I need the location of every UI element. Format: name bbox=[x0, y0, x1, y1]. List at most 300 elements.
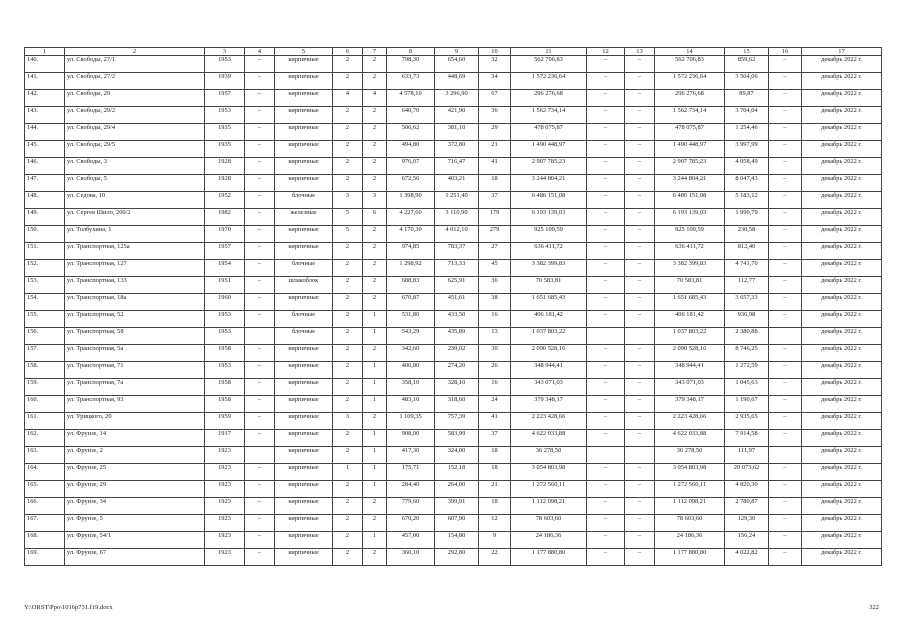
table-cell: – bbox=[245, 277, 275, 294]
table-cell: 1 562 734,14 bbox=[511, 107, 587, 124]
table-cell: – bbox=[625, 464, 655, 481]
table-cell: 147. bbox=[25, 175, 65, 192]
table-cell: 859,62 bbox=[725, 56, 769, 73]
table-cell: – bbox=[769, 294, 802, 311]
table-cell: 30 bbox=[479, 345, 511, 362]
table-cell: 152,18 bbox=[435, 464, 479, 481]
table-cell: 4 622 033,88 bbox=[511, 430, 587, 447]
table-cell: 26 bbox=[479, 362, 511, 379]
column-header: 10 bbox=[479, 48, 511, 56]
table-cell: 2 bbox=[363, 260, 387, 277]
table-cell: – bbox=[587, 107, 625, 124]
table-cell: 3 382 399,83 bbox=[511, 260, 587, 277]
table-cell: – bbox=[625, 430, 655, 447]
table-cell: 2 bbox=[363, 141, 387, 158]
table-cell: – bbox=[245, 73, 275, 90]
table-cell: кирпичные bbox=[275, 413, 333, 430]
table-cell: – bbox=[587, 226, 625, 243]
table-cell: 2 bbox=[333, 430, 363, 447]
table-cell: 16 bbox=[479, 311, 511, 328]
table-cell: 2 bbox=[333, 396, 363, 413]
table-cell: – bbox=[769, 430, 802, 447]
table-cell bbox=[769, 447, 802, 464]
table-cell: – bbox=[245, 413, 275, 430]
table-cell: – bbox=[245, 260, 275, 277]
table-cell: 1923 bbox=[205, 447, 245, 464]
footer-file-path: Y:\ORST\Ppo\1016p731.f19.docx bbox=[24, 604, 113, 611]
table-cell: 3 997,99 bbox=[725, 141, 769, 158]
table-cell: 562 706,83 bbox=[511, 56, 587, 73]
table-cell: – bbox=[587, 413, 625, 430]
table-cell: – bbox=[245, 124, 275, 141]
table-cell: кирпичные bbox=[275, 141, 333, 158]
table-cell: 2 bbox=[363, 56, 387, 73]
table-cell: 41 bbox=[479, 413, 511, 430]
table-cell: – bbox=[587, 192, 625, 209]
table-cell: 162. bbox=[25, 430, 65, 447]
table-cell: – bbox=[769, 90, 802, 107]
table-cell: 1 bbox=[363, 311, 387, 328]
column-number-row bbox=[25, 48, 882, 56]
table-cell: ул. Свободы, 27/2 bbox=[65, 73, 205, 90]
table-cell: – bbox=[587, 294, 625, 311]
table-cell: 1958 bbox=[205, 345, 245, 362]
table-cell: – bbox=[245, 141, 275, 158]
table-cell: 2 bbox=[333, 124, 363, 141]
table-cell: 1923 bbox=[205, 532, 245, 549]
table-cell: 2 090 528,16 bbox=[655, 345, 725, 362]
table-cell: 1 bbox=[333, 464, 363, 481]
table-cell: – bbox=[625, 124, 655, 141]
table-cell: 151. bbox=[25, 243, 65, 260]
table-cell: – bbox=[625, 413, 655, 430]
table-cell: – bbox=[769, 481, 802, 498]
table-cell: 296 276,68 bbox=[655, 90, 725, 107]
table-cell: – bbox=[769, 277, 802, 294]
table-cell: ул. Фрунзе, 29 bbox=[65, 481, 205, 498]
table-cell: – bbox=[769, 107, 802, 124]
table-row bbox=[25, 515, 882, 532]
table-cell: 165. bbox=[25, 481, 65, 498]
table-cell: 2 bbox=[333, 481, 363, 498]
table-cell: 348 944,41 bbox=[511, 362, 587, 379]
table-cell: кирпичные bbox=[275, 175, 333, 192]
table-body bbox=[25, 56, 882, 566]
table-cell: 324,00 bbox=[435, 447, 479, 464]
table-cell: 45 bbox=[479, 260, 511, 277]
table-cell: 451,61 bbox=[435, 294, 479, 311]
table-cell: 2 bbox=[363, 158, 387, 175]
table-cell: 783,37 bbox=[435, 243, 479, 260]
table-cell: 2 bbox=[363, 294, 387, 311]
table-cell: 36 bbox=[479, 107, 511, 124]
table-cell: 348 944,41 bbox=[655, 362, 725, 379]
table-cell: 5 bbox=[333, 226, 363, 243]
table-cell: 1952 bbox=[205, 192, 245, 209]
table-cell: – bbox=[769, 192, 802, 209]
table-row bbox=[25, 56, 882, 73]
table-cell: 146. bbox=[25, 158, 65, 175]
table-cell: 543,29 bbox=[387, 328, 435, 345]
table-cell: 5 183,12 bbox=[725, 192, 769, 209]
table-row bbox=[25, 158, 882, 175]
table-cell: – bbox=[769, 209, 802, 226]
table-cell: 3 110,90 bbox=[435, 209, 479, 226]
column-header: 14 bbox=[655, 48, 725, 56]
table-row bbox=[25, 107, 882, 124]
table-cell: 974,85 bbox=[387, 243, 435, 260]
table-cell: – bbox=[587, 430, 625, 447]
table-cell: кирпичные bbox=[275, 447, 333, 464]
table-cell: 16 bbox=[479, 379, 511, 396]
table-cell: кирпичные bbox=[275, 549, 333, 566]
table-cell: декабрь 2022 г. bbox=[802, 158, 882, 175]
table-cell: – bbox=[245, 243, 275, 260]
table-row bbox=[25, 328, 882, 345]
table-cell: – bbox=[587, 464, 625, 481]
table-cell: 1 bbox=[363, 464, 387, 481]
table-cell: 2 907 785,23 bbox=[655, 158, 725, 175]
table-cell: 144. bbox=[25, 124, 65, 141]
table-cell: 154,80 bbox=[435, 532, 479, 549]
table-cell: 12 bbox=[479, 515, 511, 532]
table-cell: 1954 bbox=[205, 260, 245, 277]
table-cell: декабрь 2022 г. bbox=[802, 498, 882, 515]
page-number: 322 bbox=[869, 604, 879, 611]
table-cell: 3 296,90 bbox=[435, 90, 479, 107]
table-cell: – bbox=[769, 56, 802, 73]
table-cell: 148. bbox=[25, 192, 65, 209]
table-cell: – bbox=[625, 345, 655, 362]
table-cell: кирпичные bbox=[275, 515, 333, 532]
table-cell: 20 073,62 bbox=[725, 464, 769, 481]
table-cell: 274,20 bbox=[435, 362, 479, 379]
table-cell: 1935 bbox=[205, 124, 245, 141]
table-cell: 1 177 880,80 bbox=[511, 549, 587, 566]
table-cell: 1 bbox=[363, 362, 387, 379]
table-cell: – bbox=[625, 192, 655, 209]
table-cell: 152. bbox=[25, 260, 65, 277]
table-cell: 41 bbox=[479, 158, 511, 175]
table-cell: декабрь 2022 г. bbox=[802, 430, 882, 447]
table-cell: 1957 bbox=[205, 90, 245, 107]
table-cell: 2 bbox=[333, 345, 363, 362]
table-cell: ул. Фрунзе, 54/1 bbox=[65, 532, 205, 549]
table-cell: 403,21 bbox=[435, 175, 479, 192]
table-cell: 6 bbox=[363, 209, 387, 226]
table-cell: 129,30 bbox=[725, 515, 769, 532]
table-cell: 1 112 098,21 bbox=[655, 498, 725, 515]
table-cell: – bbox=[245, 498, 275, 515]
table-cell: 1 190,67 bbox=[725, 396, 769, 413]
table-cell: 636 411,72 bbox=[655, 243, 725, 260]
table-row bbox=[25, 430, 882, 447]
table-cell: 1957 bbox=[205, 243, 245, 260]
column-header: 1 bbox=[25, 48, 65, 56]
table-cell: – bbox=[245, 311, 275, 328]
column-header: 11 bbox=[511, 48, 587, 56]
table-cell: 2 bbox=[363, 515, 387, 532]
table-row bbox=[25, 124, 882, 141]
table-cell: 1923 bbox=[205, 481, 245, 498]
table-cell: 2 bbox=[333, 141, 363, 158]
table-cell: 1 572 236,64 bbox=[655, 73, 725, 90]
table-cell: 112,77 bbox=[725, 277, 769, 294]
table-cell: декабрь 2022 г. bbox=[802, 73, 882, 90]
table-cell: 2 bbox=[333, 379, 363, 396]
table-cell: – bbox=[587, 498, 625, 515]
table-cell bbox=[625, 328, 655, 345]
table-cell: 2 bbox=[333, 294, 363, 311]
table-cell: 164. bbox=[25, 464, 65, 481]
table-cell: – bbox=[625, 90, 655, 107]
table-cell: – bbox=[625, 141, 655, 158]
table-cell: – bbox=[245, 464, 275, 481]
table-cell: 67 bbox=[479, 90, 511, 107]
table-cell: – bbox=[769, 73, 802, 90]
table-cell: декабрь 2022 г. bbox=[802, 90, 882, 107]
table-cell: 1 272 560,11 bbox=[511, 481, 587, 498]
table-cell: – bbox=[625, 481, 655, 498]
table-cell: 6 193 139,03 bbox=[511, 209, 587, 226]
table-cell: 672,56 bbox=[387, 175, 435, 192]
table-cell: 36 278,50 bbox=[655, 447, 725, 464]
table-cell: 13 bbox=[479, 328, 511, 345]
table-cell: 37 bbox=[479, 192, 511, 209]
table-cell: декабрь 2022 г. bbox=[802, 328, 882, 345]
table-cell: 175,71 bbox=[387, 464, 435, 481]
table-cell: 562 706,83 bbox=[655, 56, 725, 73]
column-header: 17 bbox=[802, 48, 882, 56]
table-cell: 421,90 bbox=[435, 107, 479, 124]
table-cell: декабрь 2022 г. bbox=[802, 396, 882, 413]
table-cell: – bbox=[625, 498, 655, 515]
table-cell: кирпичные bbox=[275, 73, 333, 90]
table-cell: 1 990,79 bbox=[725, 209, 769, 226]
table-cell: 483,10 bbox=[387, 396, 435, 413]
table-cell: 3 bbox=[363, 192, 387, 209]
table-cell: декабрь 2022 г. bbox=[802, 464, 882, 481]
table-cell: 531,80 bbox=[387, 311, 435, 328]
table-cell: 6 486 151,08 bbox=[511, 192, 587, 209]
table-cell: 1 490 448,97 bbox=[655, 141, 725, 158]
table-row bbox=[25, 447, 882, 464]
table-cell: ул. Сергея Шило, 200/2 bbox=[65, 209, 205, 226]
table-cell: 4 227,60 bbox=[387, 209, 435, 226]
table-cell: – bbox=[769, 413, 802, 430]
table-cell: 1 572 236,64 bbox=[511, 73, 587, 90]
table-cell: 6 486 151,08 bbox=[655, 192, 725, 209]
table-cell: – bbox=[769, 345, 802, 362]
table-cell: 1928 bbox=[205, 175, 245, 192]
table-cell: 1 490 448,97 bbox=[511, 141, 587, 158]
table-cell: 2 bbox=[363, 124, 387, 141]
table-cell: 2 780,87 bbox=[725, 498, 769, 515]
table-cell: – bbox=[625, 396, 655, 413]
table-cell: 607,90 bbox=[435, 515, 479, 532]
table-cell: – bbox=[769, 515, 802, 532]
column-header: 9 bbox=[435, 48, 479, 56]
table-cell: 167. bbox=[25, 515, 65, 532]
table-cell: ул. Фрунзе, 34 bbox=[65, 498, 205, 515]
table-cell: 18 bbox=[479, 498, 511, 515]
table-cell: 1 254,46 bbox=[725, 124, 769, 141]
table-cell: 1 251,40 bbox=[435, 192, 479, 209]
table-cell: 716,47 bbox=[435, 158, 479, 175]
table-cell: ул. Свободы, 29 bbox=[65, 90, 205, 107]
table-cell: – bbox=[245, 515, 275, 532]
table-cell: – bbox=[587, 515, 625, 532]
table-cell: ул. Свободы, 29/2 bbox=[65, 107, 205, 124]
table-cell: 4 022,82 bbox=[725, 549, 769, 566]
table-cell: 433,50 bbox=[435, 311, 479, 328]
table-cell: – bbox=[625, 243, 655, 260]
table-cell: 2 223 428,66 bbox=[655, 413, 725, 430]
table-cell: 1953 bbox=[205, 328, 245, 345]
table-cell: кирпичные bbox=[275, 158, 333, 175]
table-row bbox=[25, 481, 882, 498]
table-cell: – bbox=[245, 430, 275, 447]
table-cell: 360,10 bbox=[387, 549, 435, 566]
table-cell: 1 272,59 bbox=[725, 362, 769, 379]
table-cell: 32 bbox=[479, 56, 511, 73]
table-cell: 1917 bbox=[205, 430, 245, 447]
table-cell: ул. Седова, 10 bbox=[65, 192, 205, 209]
table-row bbox=[25, 311, 882, 328]
table-cell: – bbox=[769, 498, 802, 515]
table-cell: кирпичные bbox=[275, 294, 333, 311]
table-cell: 1 562 734,14 bbox=[655, 107, 725, 124]
column-header: 8 bbox=[387, 48, 435, 56]
table-cell: – bbox=[769, 226, 802, 243]
table-cell: 399,91 bbox=[435, 498, 479, 515]
table-cell: 1 037 803,22 bbox=[655, 328, 725, 345]
table-cell: 154. bbox=[25, 294, 65, 311]
table-cell: 636 411,72 bbox=[511, 243, 587, 260]
table-cell: ул. Фрунзе, 67 bbox=[65, 549, 205, 566]
table-cell: кирпичные bbox=[275, 481, 333, 498]
table-cell: 1 651 685,43 bbox=[655, 294, 725, 311]
table-cell: кирпичные bbox=[275, 56, 333, 73]
column-header: 16 bbox=[769, 48, 802, 56]
table-cell: ул. Транспортная, 18а bbox=[65, 294, 205, 311]
table-cell: декабрь 2022 г. bbox=[802, 56, 882, 73]
table-cell: 2 bbox=[363, 549, 387, 566]
table-cell: 457,00 bbox=[387, 532, 435, 549]
table-cell: 372,80 bbox=[435, 141, 479, 158]
table-cell: 8 746,25 bbox=[725, 345, 769, 362]
column-header: 2 bbox=[65, 48, 205, 56]
column-header: 4 bbox=[245, 48, 275, 56]
table-cell: 478 075,87 bbox=[511, 124, 587, 141]
table-cell: – bbox=[587, 345, 625, 362]
table-cell: 2 bbox=[333, 447, 363, 464]
table-cell: 3 504,06 bbox=[725, 73, 769, 90]
table-cell: 1 bbox=[363, 481, 387, 498]
table-cell: кирпичные bbox=[275, 362, 333, 379]
table-cell: – bbox=[625, 362, 655, 379]
table-row bbox=[25, 226, 882, 243]
table-cell: 156. bbox=[25, 328, 65, 345]
table-cell: – bbox=[587, 311, 625, 328]
table-cell: – bbox=[587, 379, 625, 396]
table-cell: – bbox=[245, 175, 275, 192]
table-cell bbox=[245, 328, 275, 345]
table-cell: 2 bbox=[333, 532, 363, 549]
table-cell: 1 177 880,80 bbox=[655, 549, 725, 566]
table-cell: 111,97 bbox=[725, 447, 769, 464]
table-cell: 925 109,59 bbox=[511, 226, 587, 243]
table-cell: 379 348,17 bbox=[655, 396, 725, 413]
table-cell: – bbox=[245, 90, 275, 107]
table-cell: кирпичные bbox=[275, 243, 333, 260]
document-table-container bbox=[24, 47, 881, 566]
table-cell: – bbox=[769, 549, 802, 566]
table-cell: – bbox=[769, 464, 802, 481]
table-cell: 757,39 bbox=[435, 413, 479, 430]
table-cell: декабрь 2022 г. bbox=[802, 209, 882, 226]
table-cell: кирпичные bbox=[275, 379, 333, 396]
table-cell: 670,87 bbox=[387, 294, 435, 311]
table-cell: 1970 bbox=[205, 226, 245, 243]
table-cell: декабрь 2022 г. bbox=[802, 447, 882, 464]
table-cell: – bbox=[245, 362, 275, 379]
table-cell: – bbox=[625, 549, 655, 566]
table-cell: – bbox=[587, 396, 625, 413]
table-cell bbox=[587, 447, 625, 464]
table-cell: ул. Фрунзе, 25 bbox=[65, 464, 205, 481]
table-cell: шлакоблок bbox=[275, 277, 333, 294]
table-cell: декабрь 2022 г. bbox=[802, 549, 882, 566]
table-cell: 2 090 528,16 bbox=[511, 345, 587, 362]
table-cell: 27 bbox=[479, 243, 511, 260]
table-cell: 625,91 bbox=[435, 277, 479, 294]
table-cell: – bbox=[587, 481, 625, 498]
table-cell: 36 bbox=[479, 277, 511, 294]
table-row bbox=[25, 209, 882, 226]
table-cell: – bbox=[587, 532, 625, 549]
table-cell: 2 bbox=[363, 243, 387, 260]
table-cell: 640,70 bbox=[387, 107, 435, 124]
table-cell: 2 bbox=[333, 175, 363, 192]
table-cell: – bbox=[625, 107, 655, 124]
table-cell: 18 bbox=[479, 464, 511, 481]
table-cell: 18 bbox=[479, 175, 511, 192]
table-cell: – bbox=[625, 56, 655, 73]
table-cell: – bbox=[587, 362, 625, 379]
table-cell: 633,73 bbox=[387, 73, 435, 90]
column-header: 13 bbox=[625, 48, 655, 56]
table-cell: 140. bbox=[25, 56, 65, 73]
table-cell: 1960 bbox=[205, 294, 245, 311]
table-cell: декабрь 2022 г. bbox=[802, 243, 882, 260]
table-cell: декабрь 2022 г. bbox=[802, 192, 882, 209]
table-row bbox=[25, 90, 882, 107]
table-cell: 156,24 bbox=[725, 532, 769, 549]
table-row bbox=[25, 192, 882, 209]
table-cell: 812,40 bbox=[725, 243, 769, 260]
table-cell: 89,87 bbox=[725, 90, 769, 107]
table-cell: 70 583,81 bbox=[511, 277, 587, 294]
table-cell: 908,00 bbox=[387, 430, 435, 447]
table-cell: 141. bbox=[25, 73, 65, 90]
table-cell: 713,33 bbox=[435, 260, 479, 277]
table-cell: декабрь 2022 г. bbox=[802, 277, 882, 294]
table-cell: 21 bbox=[479, 141, 511, 158]
table-cell: 155. bbox=[25, 311, 65, 328]
table-cell: 1 112 098,21 bbox=[511, 498, 587, 515]
table-cell: 29 bbox=[479, 124, 511, 141]
